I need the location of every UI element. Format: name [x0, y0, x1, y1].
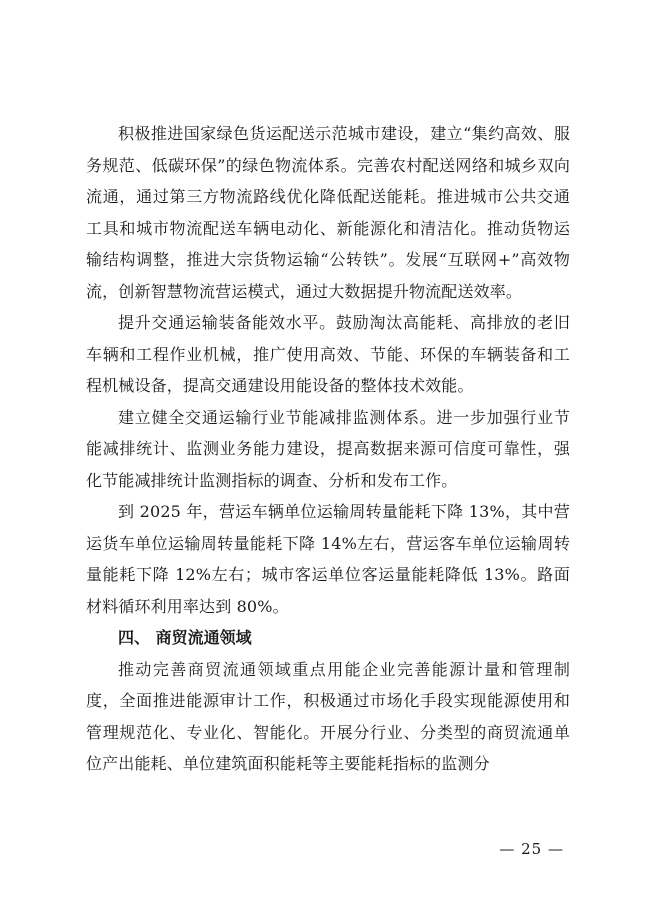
paragraph-2025-targets: 到 2025 年，营运车辆单位运输周转量能耗下降 13%，其中营运货车单位运输周转量能耗下降 14%左右，营运客车单位运输周转量能耗下降 12%左右；城市客运单位客运量能耗降低 13%。路面材料循环利用率达到 80%。	[86, 502, 570, 616]
paragraph-equipment-efficiency: 提升交通运输装备能效水平。鼓励淘汰高能耗、高排放的老旧车辆和工程作业机械，推广使用高效、节能、环保的车辆装备和工程机械设备，提高交通建设用能设备的整体技术效能。	[86, 313, 570, 395]
document-body	[86, 118, 570, 780]
page-number: — 25 —	[499, 840, 564, 858]
section-heading: 四、 商贸流通领域	[118, 628, 252, 647]
paragraph-commerce-circulation: 推动完善商贸流通领域重点用能企业完善能源计量和管理制度，全面推进能源审计工作，积极通过市场化手段实现能源使用和管理规范化、专业化、智能化。开展分行业、分类型的商贸流通单位产出能耗、单位建筑面积能耗等主要能耗指标的监测分	[86, 659, 570, 773]
paragraph-green-freight: 积极推进国家绿色货运配送示范城市建设，建立“集约高效、服务规范、低碳环保”的绿色物流体系。完善农村配送网络和城乡双向流通，通过第三方物流路线优化降低配送能耗。推进城市公共交通工具和城市物流配送车辆电动化、新能源化和清洁化。推动货物运输结构调整，推进大宗货物运输“公转铁”。发展“互联网+”高效物流，创新智慧物流营运模式，通过大数据提升物流配送效率。	[86, 124, 570, 301]
paragraph-monitoring-system: 建立健全交通运输行业节能减排监测体系。进一步加强行业节能减排统计、监测业务能力建设，提高数据来源可信度可靠性，强化节能减排统计监测指标的调查、分析和发布工作。	[86, 407, 570, 490]
